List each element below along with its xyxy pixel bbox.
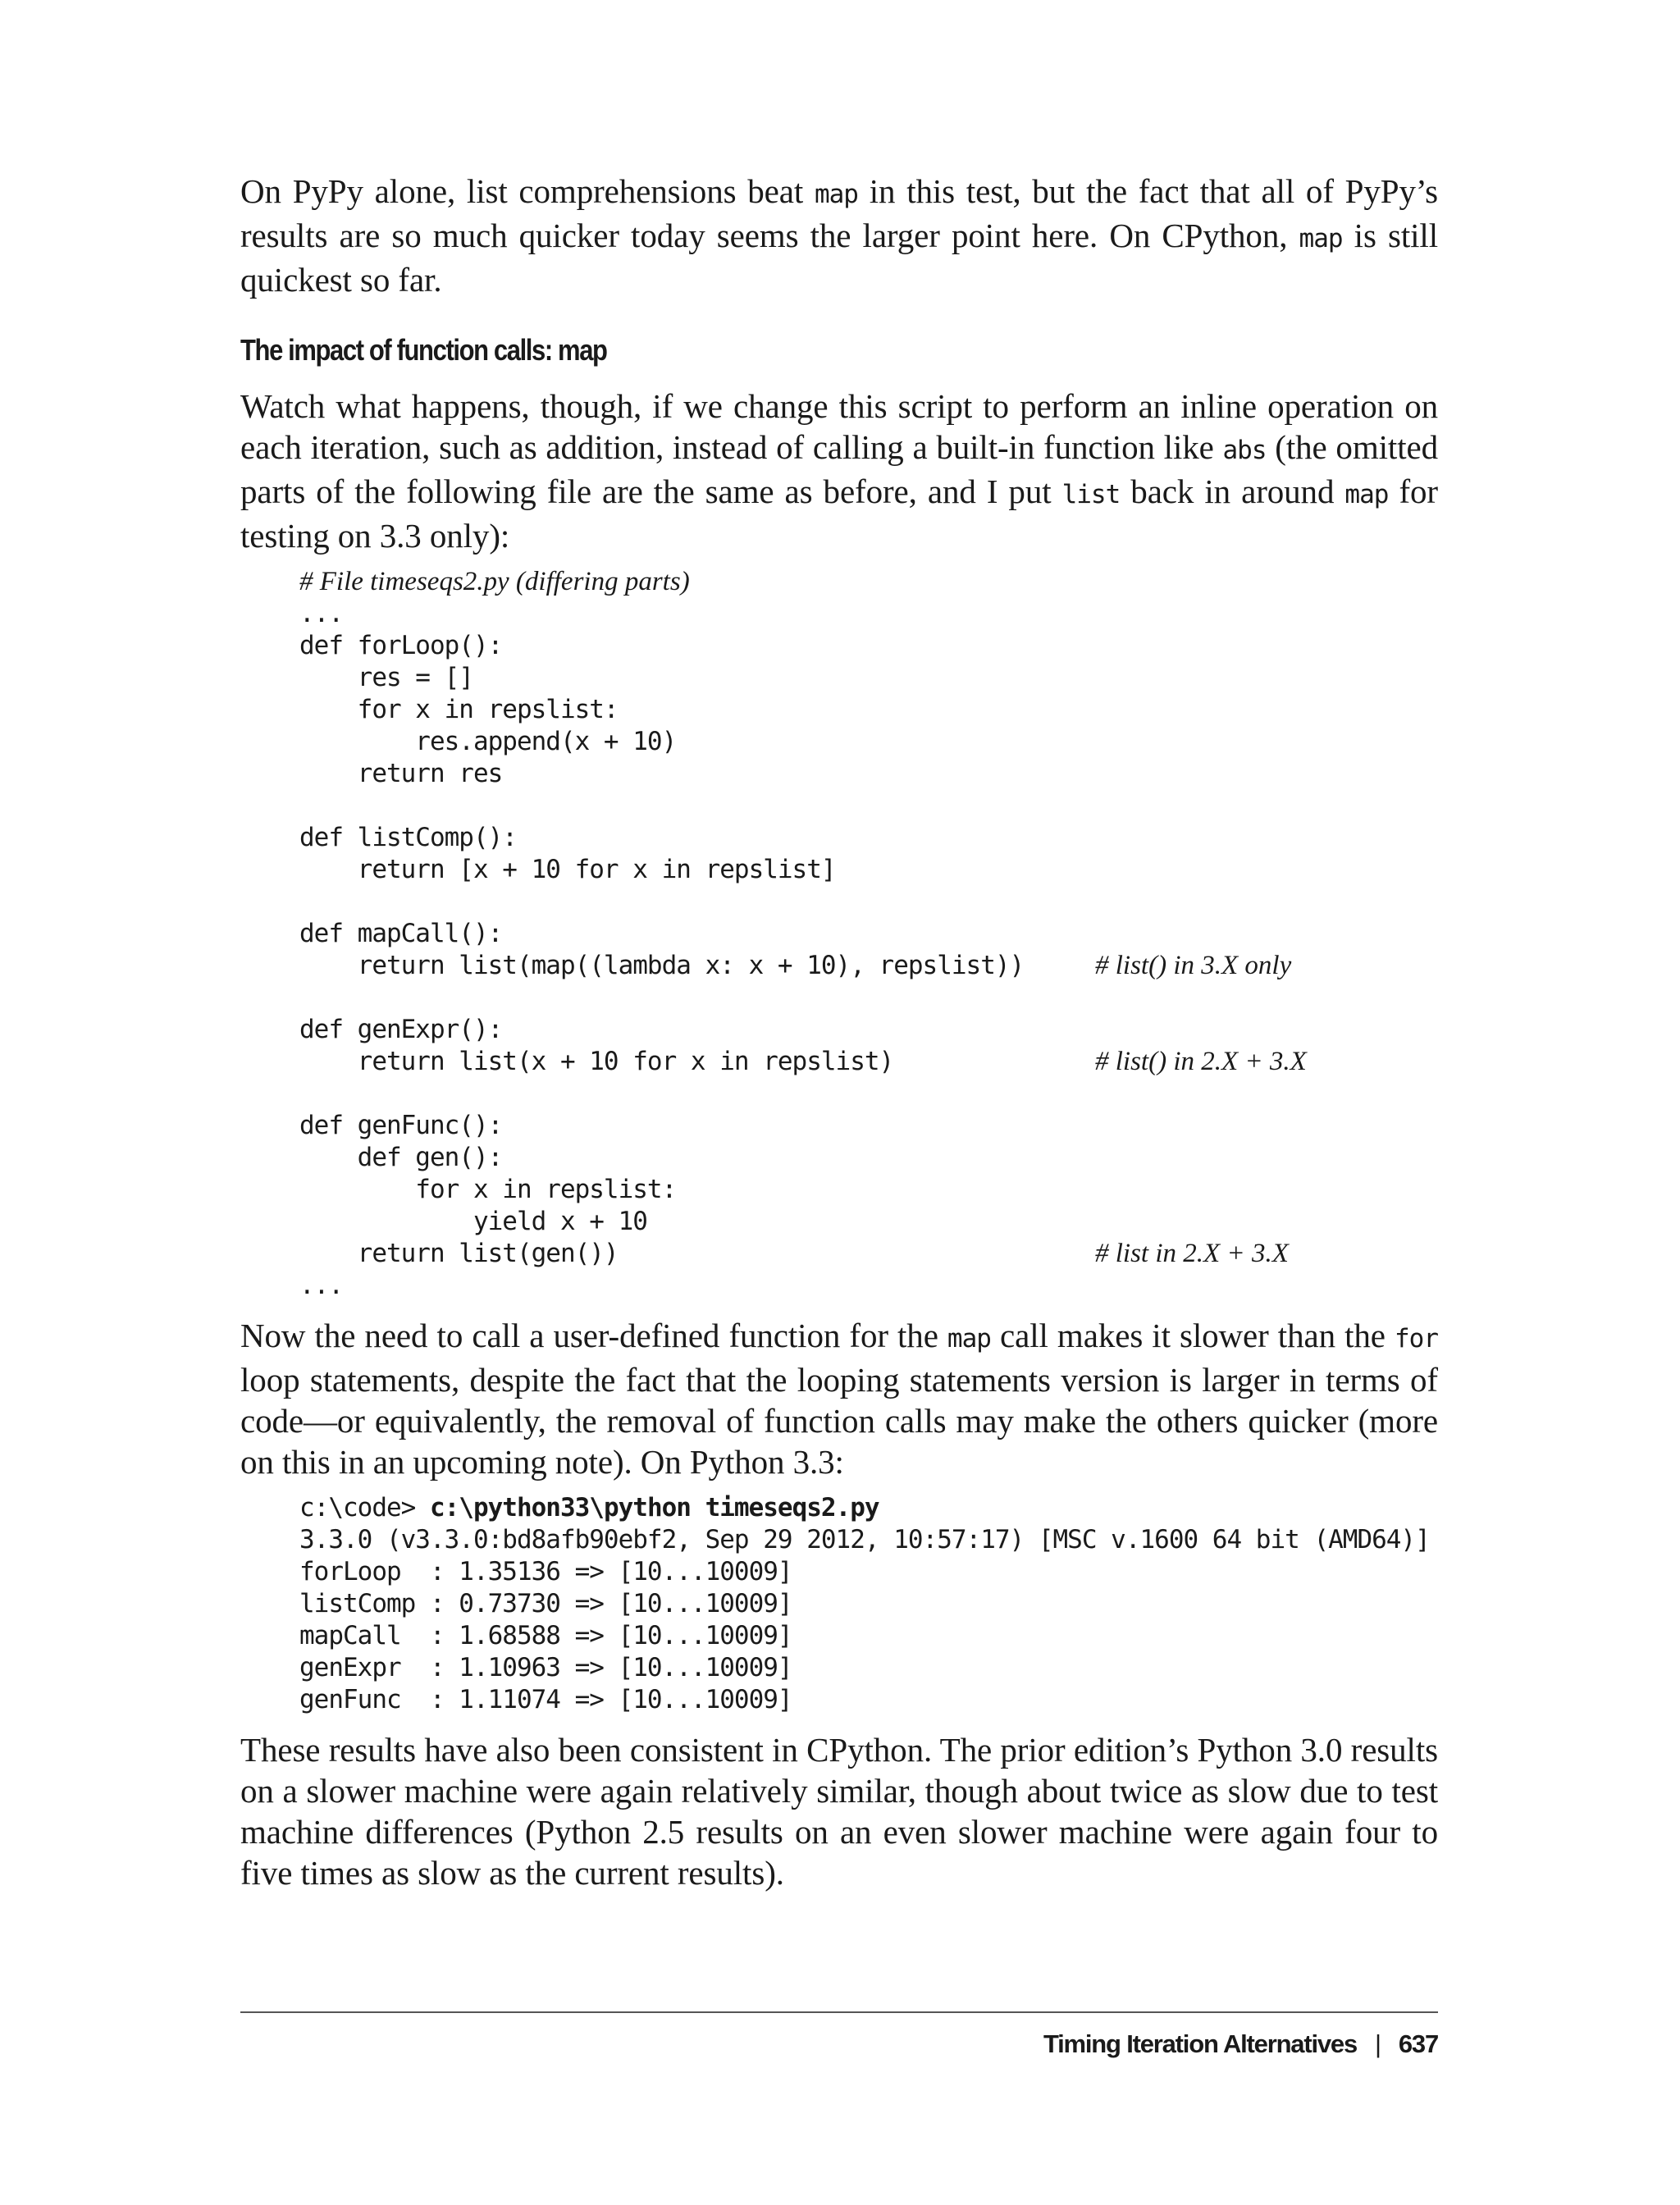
code-line: ... — [299, 599, 343, 628]
console-line: genExpr : 1.10963 => [10...10009] — [299, 1653, 792, 1682]
console-command-line — [299, 1492, 1438, 1524]
page-footer — [240, 2029, 1438, 2059]
code-line: res = [] — [299, 663, 473, 692]
console-line: forLoop : 1.35136 => [10...10009] — [299, 1557, 792, 1586]
code-line-with-comment — [299, 1046, 1438, 1078]
text-run: loop statements, despite the fact that the looping statements version is larger in terms of code—or equivalently, the removal of function calls may make the others quicker (more on this in an upcoming note). On Python 3.3: — [240, 1361, 1438, 1481]
console-output — [299, 1492, 1438, 1716]
running-section-title: Timing Iteration Alternatives — [1043, 2029, 1358, 2058]
console-line: genFunc : 1.11074 => [10...10009] — [299, 1685, 792, 1714]
code-text: return list(gen()) — [299, 1239, 619, 1268]
paragraph-function-calls — [240, 1315, 1438, 1482]
text-run: for testing on 3.3 only): — [240, 472, 1438, 555]
code-line: def gen(): — [299, 1143, 503, 1172]
code-line: ... — [299, 1271, 343, 1300]
code-line: for x in repslist: — [299, 1175, 677, 1204]
code-comment: # list in 2.X + 3.X — [1095, 1239, 1289, 1268]
inline-code: map — [947, 1324, 991, 1354]
footer-separator: | — [1375, 2029, 1381, 2058]
console-prompt: c:\code> — [299, 1493, 430, 1522]
page-content — [240, 171, 1438, 1893]
intro-paragraph — [240, 171, 1438, 300]
code-line — [299, 886, 1438, 918]
code-comment: # list() in 2.X + 3.X — [1095, 1047, 1307, 1076]
code-line: def mapCall(): — [299, 919, 503, 948]
inline-code: map — [814, 180, 858, 209]
code-line: def listComp(): — [299, 823, 517, 852]
code-line: def genFunc(): — [299, 1111, 503, 1140]
code-line: def forLoop(): — [299, 631, 503, 660]
paragraph-results: These results have also been consistent in CPython. The prior edition’s Python 3.0 results on a slower machine were again relatively similar, though about twice as slow due to test machine differences (Python 2.5 results on an even slower machine were again four to five times as slow as the current results). — [240, 1731, 1438, 1892]
code-comment: # list() in 3.X only — [1095, 951, 1292, 980]
code-line — [299, 982, 1438, 1014]
text-run: in this test, but the fact that all of PyPy’s results are so much quicker today seems the larger point here. On CPython, — [240, 172, 1439, 254]
code-line: for x in repslist: — [299, 695, 619, 724]
inline-code: map — [1299, 224, 1343, 253]
code-line: res.append(x + 10) — [299, 727, 677, 756]
text-run: back in around — [1120, 472, 1345, 510]
code-line: return res — [299, 759, 503, 788]
console-command: c:\python33\python timeseqs2.py — [429, 1493, 879, 1522]
code-line-with-comment — [299, 950, 1438, 982]
text-run: is still quickest so far. — [240, 217, 1438, 299]
console-line: mapCall : 1.68588 => [10...10009] — [299, 1621, 792, 1650]
paragraph-inline-operation — [240, 386, 1438, 556]
code-line: def genExpr(): — [299, 1015, 503, 1044]
code-line — [299, 790, 1438, 822]
footer-divider — [240, 2011, 1438, 2013]
page-number: 637 — [1398, 2029, 1438, 2058]
text-run: Now the need to call a user-defined function for the — [240, 1317, 947, 1354]
text-run: On PyPy alone, list comprehensions beat — [240, 172, 815, 210]
code-comment: # File timeseqs2.py (differing parts) — [299, 567, 690, 596]
code-line — [299, 1078, 1438, 1110]
code-text: return list(x + 10 for x in repslist) — [299, 1047, 894, 1076]
inline-code: abs — [1222, 436, 1267, 465]
inline-code: map — [1344, 480, 1389, 509]
text-run: Watch what happens, though, if we change this script to perform an inline operation on each iteration, such as addition, instead of calling a built-in function like — [240, 387, 1438, 466]
code-listing-timeseqs2 — [299, 566, 1438, 1302]
inline-code: list — [1061, 480, 1121, 509]
console-line: listComp : 0.73730 => [10...10009] — [299, 1589, 792, 1618]
text-run: call makes it slower than the — [990, 1317, 1395, 1354]
code-line: return [x + 10 for x in repslist] — [299, 855, 836, 884]
text-run: (the omitted parts of the following file are the same as before, and I put — [240, 428, 1438, 510]
code-text: return list(map((lambda x: x + 10), repslist)) — [299, 951, 1025, 980]
inline-code: for — [1395, 1324, 1439, 1354]
section-heading: The impact of function calls: map — [240, 333, 607, 367]
code-line: yield x + 10 — [299, 1207, 647, 1236]
code-line-with-comment — [299, 1238, 1438, 1270]
console-line: 3.3.0 (v3.3.0:bd8afb90ebf2, Sep 29 2012, 10:57:17) [MSC v.1600 64 bit (AMD64)] — [299, 1525, 1430, 1554]
